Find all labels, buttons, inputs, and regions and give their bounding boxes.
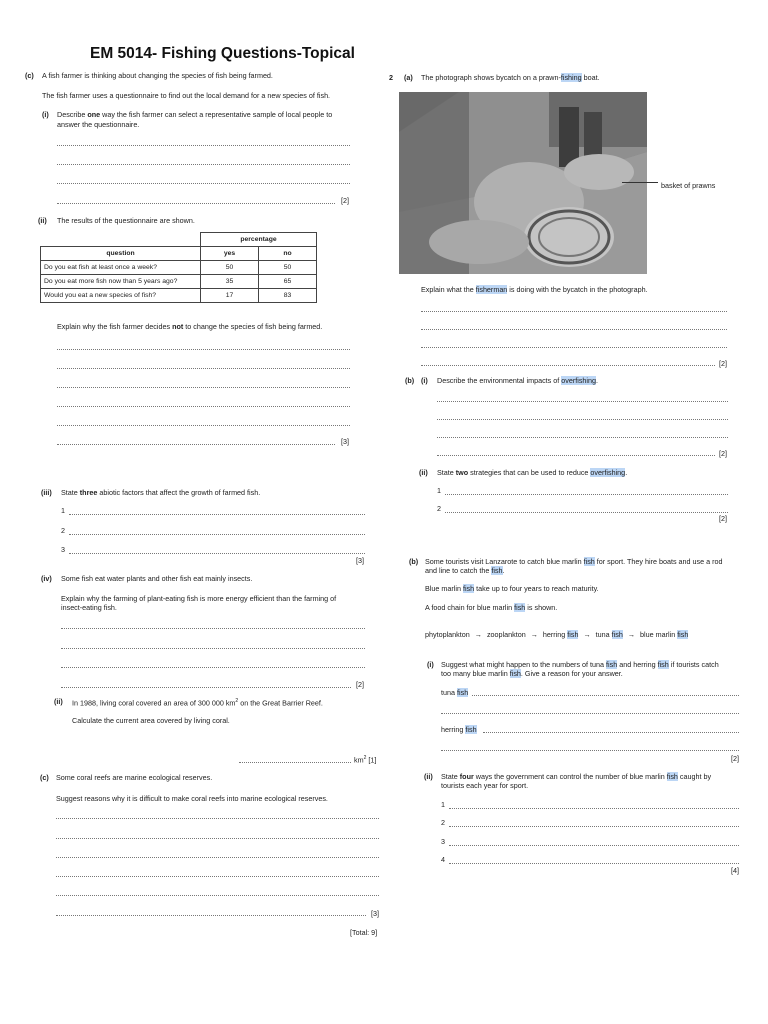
answer-line[interactable] bbox=[61, 687, 351, 688]
table-cell: Do you eat fish at least once a week? bbox=[41, 261, 201, 275]
answer-line[interactable] bbox=[61, 667, 365, 668]
part-iv-text: Some fish eat water plants and other fish eat mainly insects. bbox=[61, 574, 253, 583]
part-a-post: boat. bbox=[581, 73, 600, 82]
chain-tuna: tuna bbox=[595, 630, 610, 639]
answer-number: 2 bbox=[61, 526, 65, 535]
answer-number: 3 bbox=[441, 837, 445, 846]
chain-zooplankton: zooplankton bbox=[486, 630, 526, 639]
part-iv-explain: Explain why the farming of plant-eating fish is more energy efficient than the farming of bbox=[61, 594, 337, 603]
total-marks: [Total: 9] bbox=[350, 928, 378, 937]
b2i-l1-b: and herring bbox=[617, 660, 658, 669]
b2ii-l1-b: ways the government can control the number of blue marlin bbox=[473, 772, 667, 781]
chain-intro-b: is shown. bbox=[525, 603, 558, 612]
part-i-text-pre: Describe bbox=[57, 110, 88, 119]
highlight-fish: fish bbox=[567, 630, 579, 639]
part-c-para: The fish farmer uses a questionnaire to find out the local demand for a new species of fish. bbox=[42, 91, 331, 100]
answer-line[interactable] bbox=[56, 915, 366, 916]
table-group-header-row bbox=[41, 233, 317, 247]
km-unit-label bbox=[354, 754, 376, 764]
marks-label: [2] bbox=[356, 680, 364, 689]
highlight-fish: fish bbox=[583, 557, 595, 566]
explain-bold: not bbox=[172, 322, 184, 331]
part-a-label: (a) bbox=[404, 73, 413, 82]
part-a-explain-post: is doing with the bycatch in the photograph. bbox=[507, 285, 648, 294]
part-b2-l2-a: and line to catch the bbox=[425, 566, 492, 575]
maturity-b: take up to four years to reach maturity. bbox=[474, 584, 599, 593]
answer-line[interactable] bbox=[441, 750, 739, 751]
marks-label: [2] bbox=[719, 514, 727, 523]
b2i-l1-a: Suggest what might happen to the numbers of tuna bbox=[441, 660, 607, 669]
part-c2-text: Some coral reefs are marine ecological reserves. bbox=[56, 773, 213, 782]
marks-label: [2] bbox=[719, 449, 727, 458]
answer-line[interactable] bbox=[421, 329, 727, 330]
answer-line[interactable] bbox=[56, 818, 379, 819]
b2ii-l1-a: State bbox=[441, 772, 460, 781]
part-b2-maturity bbox=[425, 584, 599, 593]
b2i-l2-b: . Give a reason for your answer. bbox=[520, 669, 623, 678]
table-cell: 17 bbox=[201, 289, 259, 303]
part-b2-i-label: (i) bbox=[427, 660, 434, 669]
explain-pre: Explain why the fish farmer decides bbox=[57, 322, 173, 331]
part-b-ii-bold: two bbox=[455, 468, 469, 477]
part-b-i-post: . bbox=[596, 376, 599, 385]
coral-calc: Calculate the current area covered by living coral. bbox=[72, 716, 230, 725]
table-group-header: percentage bbox=[201, 233, 317, 247]
tuna-label: tuna bbox=[441, 688, 455, 697]
answer-line[interactable] bbox=[441, 713, 739, 714]
answer-line[interactable] bbox=[437, 401, 728, 402]
answer-line[interactable] bbox=[69, 534, 365, 535]
chain-arrow-icon: → bbox=[474, 630, 482, 639]
bycatch-photo bbox=[399, 92, 647, 274]
table-header: no bbox=[259, 247, 317, 261]
explain-question bbox=[57, 322, 322, 331]
part-b-ii-text bbox=[437, 468, 627, 477]
bycatch-photo-illustration bbox=[399, 92, 647, 274]
answer-line[interactable] bbox=[61, 628, 365, 629]
answer-line[interactable] bbox=[57, 444, 335, 445]
table-cell: 83 bbox=[259, 289, 317, 303]
answer-line[interactable] bbox=[56, 857, 379, 858]
answer-line[interactable] bbox=[57, 164, 350, 165]
part-b2-chain-intro bbox=[425, 603, 557, 612]
chain-herring: herring bbox=[542, 630, 566, 639]
highlight-fish: fish bbox=[677, 630, 689, 639]
part-b-ii-mid: strategies that can be used to reduce bbox=[468, 468, 591, 477]
maturity-a: Blue marlin bbox=[425, 584, 463, 593]
part-b2-line2 bbox=[425, 566, 505, 575]
answer-line[interactable] bbox=[437, 455, 715, 456]
marks-label: [3] bbox=[371, 909, 379, 918]
answer-line[interactable] bbox=[57, 183, 350, 184]
table-row bbox=[41, 261, 317, 275]
answer-line[interactable] bbox=[421, 347, 727, 348]
part-iii-pre: State bbox=[61, 488, 80, 497]
highlight-fish: fish bbox=[509, 669, 521, 678]
marks-label: [3] bbox=[356, 556, 364, 565]
part-ii-text: The results of the questionnaire are shown. bbox=[57, 216, 195, 225]
photo-label: basket of prawns bbox=[661, 181, 716, 190]
km-mark: [1] bbox=[368, 755, 377, 765]
b2ii-l1-c: caught by bbox=[677, 772, 712, 781]
answer-line[interactable] bbox=[57, 145, 350, 146]
part-i-question bbox=[57, 110, 332, 119]
table-row bbox=[41, 275, 317, 289]
answer-line[interactable] bbox=[57, 406, 350, 407]
part-b2-i-line1 bbox=[441, 660, 719, 669]
part-iii-question bbox=[61, 488, 260, 497]
part-b-i-label: (i) bbox=[421, 376, 428, 385]
part-b2-ii-line1 bbox=[441, 772, 711, 781]
part-c-label: (c) bbox=[25, 71, 34, 80]
answer-line[interactable] bbox=[56, 876, 379, 877]
coral-part-label: (ii) bbox=[54, 697, 63, 706]
answer-line[interactable] bbox=[57, 349, 350, 350]
herring-answer-label bbox=[441, 725, 477, 734]
part-c-intro: A fish farmer is thinking about changing the species of fish being farmed. bbox=[42, 71, 273, 80]
highlight-overfishing: overfishing bbox=[590, 468, 626, 477]
herring-label: herring bbox=[441, 725, 464, 734]
part-c2-suggest: Suggest reasons why it is difficult to make coral reefs into marine ecological reserves. bbox=[56, 794, 328, 803]
b2ii-l1-bold: four bbox=[459, 772, 474, 781]
part-a-pre: The photograph shows bycatch on a prawn- bbox=[421, 73, 561, 82]
part-a-text bbox=[421, 73, 600, 82]
answer-line[interactable] bbox=[445, 512, 728, 513]
marks-label: [4] bbox=[731, 866, 739, 875]
answer-number: 3 bbox=[61, 545, 65, 554]
part-i-text-post: way the fish farmer can select a representative sample of local people to bbox=[100, 110, 333, 119]
question-number: 2 bbox=[389, 73, 393, 82]
part-b-label: (b) bbox=[405, 376, 415, 385]
answer-line[interactable] bbox=[69, 514, 365, 515]
part-b-ii-label: (ii) bbox=[419, 468, 428, 477]
answer-line[interactable] bbox=[57, 387, 350, 388]
table-cell: 65 bbox=[259, 275, 317, 289]
part-iv-label: (iv) bbox=[41, 574, 52, 583]
km-unit: km bbox=[354, 755, 364, 765]
page-title: EM 5014- Fishing Questions-Topical bbox=[90, 45, 355, 62]
answer-number: 2 bbox=[437, 504, 441, 513]
part-b2-label: (b) bbox=[409, 557, 419, 566]
answer-line[interactable] bbox=[57, 368, 350, 369]
highlight-fishing: fishing bbox=[560, 73, 582, 82]
highlight-fish: fish bbox=[457, 688, 469, 697]
chain-arrow-icon: → bbox=[530, 630, 538, 639]
chain-intro-a: A food chain for blue marlin bbox=[425, 603, 515, 612]
answer-number: 1 bbox=[437, 486, 441, 495]
coral-question bbox=[72, 697, 323, 707]
chain-arrow-icon: → bbox=[627, 630, 636, 639]
highlight-overfishing: overfishing bbox=[561, 376, 597, 385]
answer-line[interactable] bbox=[57, 203, 335, 204]
answer-line[interactable] bbox=[56, 838, 379, 839]
food-chain bbox=[425, 630, 688, 639]
highlight-fisherman: fisherman bbox=[475, 285, 508, 294]
answer-number: 1 bbox=[441, 800, 445, 809]
table-header: yes bbox=[201, 247, 259, 261]
part-b2-i-line2 bbox=[441, 669, 623, 678]
part-a-explain bbox=[421, 285, 648, 294]
answer-number: 1 bbox=[61, 506, 65, 515]
part-iii-label: (iii) bbox=[41, 488, 52, 497]
highlight-fish: fish bbox=[491, 566, 503, 575]
answer-line[interactable] bbox=[421, 365, 715, 366]
marks-label: [2] bbox=[719, 359, 727, 368]
part-i-text-bold: one bbox=[87, 110, 101, 119]
part-a-explain-pre: Explain what the bbox=[421, 285, 476, 294]
answer-line[interactable] bbox=[239, 762, 351, 763]
highlight-fish: fish bbox=[611, 630, 623, 639]
chain-phytoplankton: phytoplankton bbox=[425, 630, 470, 639]
answer-line[interactable] bbox=[445, 494, 728, 495]
answer-number: 4 bbox=[441, 855, 445, 864]
answer-line[interactable] bbox=[61, 648, 365, 649]
answer-line[interactable] bbox=[472, 695, 739, 696]
answer-line[interactable] bbox=[421, 311, 727, 312]
highlight-fish: fish bbox=[657, 660, 669, 669]
highlight-fish: fish bbox=[465, 725, 477, 734]
coral-text-b: on the Great Barrier Reef. bbox=[238, 698, 323, 708]
highlight-fish: fish bbox=[514, 603, 526, 612]
answer-line[interactable] bbox=[483, 732, 739, 733]
marks-label: [2] bbox=[731, 754, 739, 763]
table-cell: 50 bbox=[201, 261, 259, 275]
part-i-label: (i) bbox=[42, 110, 49, 119]
answer-line[interactable] bbox=[449, 808, 739, 809]
km-sup: 2 bbox=[363, 755, 367, 761]
results-table bbox=[40, 232, 317, 303]
table-header: question bbox=[41, 247, 201, 261]
table-row bbox=[41, 289, 317, 303]
photo-pointer-line bbox=[622, 182, 658, 183]
explain-post: to change the species of fish being farmed. bbox=[183, 322, 323, 331]
coral-sup: 2 bbox=[235, 698, 239, 704]
highlight-fish: fish bbox=[462, 584, 475, 593]
part-b2-l1-a: Some tourists visit Lanzarote to catch blue marlin bbox=[425, 557, 584, 566]
part-ii-label: (ii) bbox=[38, 216, 47, 225]
part-i-question-line2: answer the questionnaire. bbox=[57, 120, 140, 129]
part-b2-ii-line2: tourists each year for sport. bbox=[441, 781, 529, 790]
coral-text-a: In 1988, living coral covered an area of 300 000 km bbox=[72, 698, 236, 708]
highlight-fish: fish bbox=[606, 660, 618, 669]
part-iii-post: abiotic factors that affect the growth of farmed fish. bbox=[97, 488, 261, 497]
b2i-l1-c: if tourists catch bbox=[668, 660, 719, 669]
answer-line[interactable] bbox=[449, 863, 739, 864]
part-b-ii-post: . bbox=[625, 468, 628, 477]
part-b-i-pre: Describe the environmental impacts of bbox=[437, 376, 562, 385]
tuna-answer-label bbox=[441, 688, 468, 697]
table-cell: 35 bbox=[201, 275, 259, 289]
chain-blue-marlin: blue marlin bbox=[640, 630, 676, 639]
part-b2-line1 bbox=[425, 557, 723, 566]
answer-line[interactable] bbox=[449, 826, 739, 827]
table-cell: Would you eat a new species of fish? bbox=[41, 289, 201, 303]
answer-line[interactable] bbox=[56, 895, 379, 896]
highlight-fish: fish bbox=[666, 772, 678, 781]
marks-label: [2] bbox=[341, 196, 349, 205]
answer-line[interactable] bbox=[437, 437, 728, 438]
answer-line[interactable] bbox=[69, 553, 365, 554]
table-cell: Do you eat more fish now than 5 years ago? bbox=[41, 275, 201, 289]
answer-line[interactable] bbox=[57, 425, 350, 426]
b2i-l2-a: too many blue marlin bbox=[441, 669, 510, 678]
answer-line[interactable] bbox=[437, 419, 728, 420]
part-b-i-text bbox=[437, 376, 598, 385]
part-iv-explain-line2: insect-eating fish. bbox=[61, 603, 117, 612]
marks-label: [3] bbox=[341, 437, 349, 446]
part-c2-label: (c) bbox=[40, 773, 49, 782]
part-b2-l1-b: for sport. They hire boats and use a rod bbox=[594, 557, 723, 566]
answer-number: 2 bbox=[441, 818, 445, 827]
part-b2-l2-b: . bbox=[502, 566, 505, 575]
part-b-ii-pre: State bbox=[437, 468, 456, 477]
chain-arrow-icon: → bbox=[583, 630, 591, 639]
table-cell: 50 bbox=[259, 261, 317, 275]
answer-line[interactable] bbox=[449, 845, 739, 846]
part-iii-bold: three bbox=[79, 488, 98, 497]
part-b2-ii-label: (ii) bbox=[424, 772, 433, 781]
table-header-row bbox=[41, 247, 317, 261]
